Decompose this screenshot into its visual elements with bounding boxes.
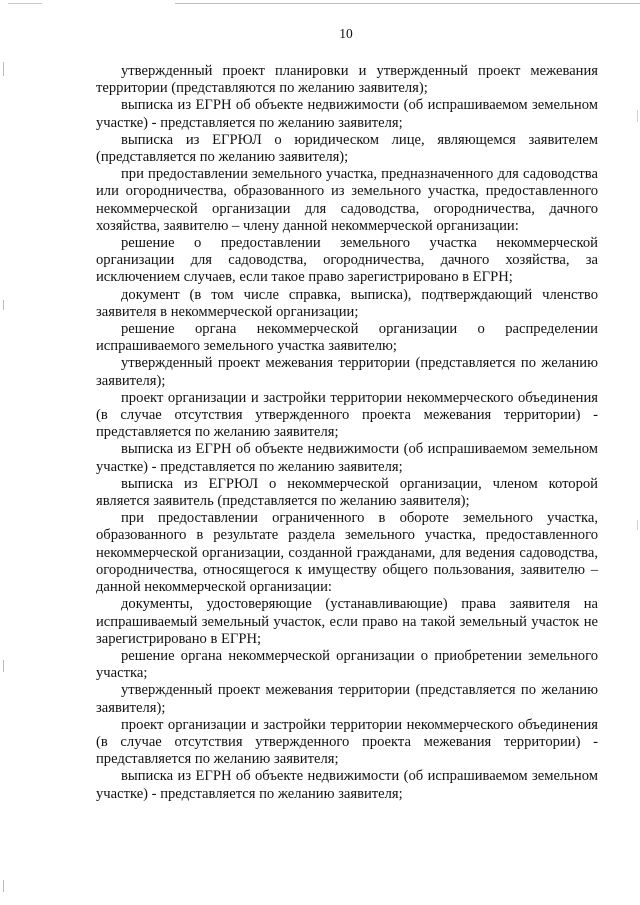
scan-edge-mark (3, 300, 4, 310)
scan-edge-mark (8, 3, 42, 4)
paragraph: выписка из ЕГРН об объекте недвижимости (об испрашиваемом земельном участке) - представляется по желанию заявителя; (96, 97, 598, 131)
page-number: 10 (339, 26, 353, 41)
scan-edge-mark (3, 880, 4, 892)
paragraph: решение органа некоммерческой организации о приобретении земельного участка; (96, 647, 598, 682)
scan-edge-mark (637, 110, 638, 122)
paragraph: выписка из ЕГРЮЛ о юридическом лице, являющемся заявителем (представляется по желанию заявителя); (96, 131, 598, 166)
paragraph: проект организации и застройки территории некоммерческого объединения (в случае отсутствия утвержденного проекта межевания территории) - представляется по желанию заявителя; (96, 716, 598, 768)
paragraph: утвержденный проект межевания территории (представляется по желанию заявителя); (96, 682, 598, 716)
paragraph: при предоставлении земельного участка, предназначенного для садоводства или огородничества, образованного из земельного участка, предоставленного некоммерческой организации для садоводства, огородничества, дачного хозяйства, заявителю – члену данной некоммерческой организации: (96, 166, 598, 234)
document-body (96, 63, 598, 803)
scan-edge-mark (637, 520, 638, 530)
paragraph: утвержденный проект межевания территории (представляется по желанию заявителя); (96, 355, 598, 389)
paragraph: решение о предоставлении земельного участка некоммерческой организации для садоводства, огородничества, дачного хозяйства, за исключением случаев, если такое право зарегистрировано в ЕГРН; (96, 235, 598, 286)
paragraph: при предоставлении ограниченного в обороте земельного участка, образованного в результате раздела земельного участка, предоставленного некоммерческой организации, созданной гражданами, для ведения садоводства, огородничества, относящегося к имуществу общего пользования, заявителю – данной некоммерческой организации: (96, 510, 598, 596)
paragraph: выписка из ЕГРН об объекте недвижимости (об испрашиваемом земельном участке) - представляется по желанию заявителя; (96, 768, 598, 802)
scan-edge-line (175, 3, 640, 4)
paragraph: выписка из ЕГРН об объекте недвижимости (об испрашиваемом земельном участке) - представляется по желанию заявителя; (96, 441, 598, 475)
paragraph: утвержденный проект планировки и утвержденный проект межевания территории (представляются по желанию заявителя); (96, 63, 598, 97)
paragraph: проект организации и застройки территории некоммерческого объединения (в случае отсутствия утвержденного проекта межевания территории) - представляется по желанию заявителя; (96, 389, 598, 441)
paragraph: документ (в том числе справка, выписка), подтверждающий членство заявителя в некоммерческой организации; (96, 286, 598, 320)
paragraph: выписка из ЕГРЮЛ о некоммерческой организации, членом которой является заявитель (представляется по желанию заявителя); (96, 475, 598, 510)
paragraph: решение органа некоммерческой организации о распределении испрашиваемого земельного участка заявителю; (96, 321, 598, 355)
scan-edge-mark (3, 62, 4, 76)
scan-edge-mark (3, 660, 4, 672)
paragraph: документы, удостоверяющие (устанавливающие) права заявителя на испрашиваемый земельный участок, если право на такой земельный участок не зарегистрировано в ЕГРН; (96, 596, 598, 647)
